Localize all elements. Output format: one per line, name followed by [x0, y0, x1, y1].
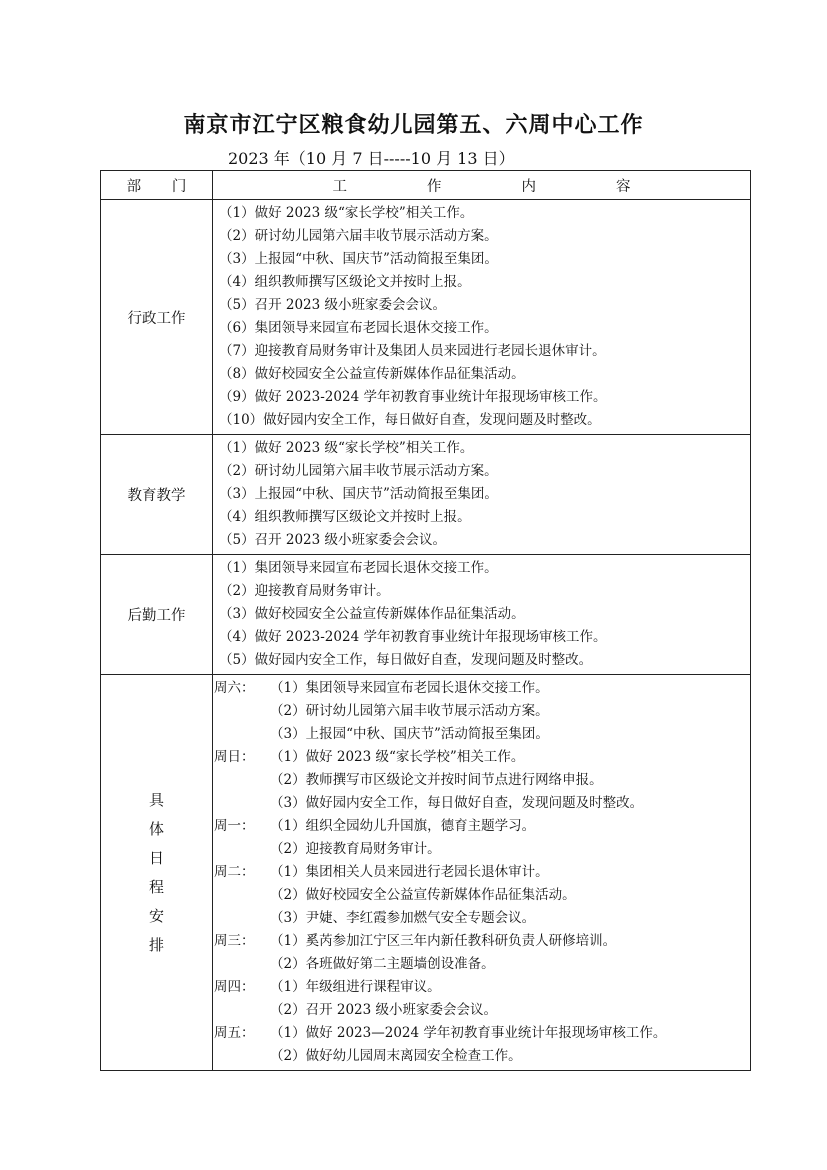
work-item: （5）召开 2023 级小班家委会会议。: [219, 297, 447, 313]
content-cell: [213, 555, 751, 675]
schedule-item: [214, 884, 750, 907]
page-title: 南京市江宁区粮食幼儿园第五、六周中心工作: [183, 112, 644, 138]
day-label-spacer: [214, 1045, 270, 1068]
day-label: 周三：: [214, 933, 255, 949]
work-item: （6）集团领导来园宣布老园长退休交接工作。: [219, 320, 498, 336]
work-item: （4）做好 2023-2024 学年初教育事业统计年报现场审核工作。: [219, 629, 607, 645]
schedule-item-text: （2）研讨幼儿园第六届丰收节展示活动方案。: [270, 703, 549, 719]
schedule-item-text: （1）做好 2023 级“家长学校”相关工作。: [270, 749, 525, 765]
schedule-dept-char: 日: [148, 848, 164, 867]
schedule-item: [214, 953, 750, 976]
schedule-item-text: （2）召开 2023 级小班家委会会议。: [270, 1002, 498, 1018]
section-row: [101, 555, 751, 675]
dept-cell: 教育教学: [101, 435, 213, 555]
dept-cell: 行政工作: [101, 200, 213, 435]
schedule-item-text: （2）迎接教育局财务审计。: [270, 841, 441, 857]
schedule-item-text: （1）做好 2023—2024 学年初教育事业统计年报现场审核工作。: [270, 1025, 667, 1041]
schedule-item-text: （3）上报园“中秋、国庆节”活动简报至集团。: [270, 726, 549, 742]
schedule-item: [214, 677, 750, 700]
schedule-item-text: （2）教师撰写市区级论文并按时间节点进行网络申报。: [270, 772, 603, 788]
dept-cell: 后勤工作: [101, 555, 213, 675]
day-label-spacer: [214, 792, 270, 815]
schedule-item: [214, 976, 750, 999]
schedule-item: [214, 723, 750, 746]
work-item: （2）研讨幼儿园第六届丰收节展示活动方案。: [219, 463, 498, 479]
day-label: 周二：: [214, 864, 255, 880]
schedule-dept-char: 程: [148, 877, 164, 896]
schedule-item: [214, 769, 750, 792]
day-label-spacer: [214, 884, 270, 907]
schedule-item-text: （2）各班做好第二主题墙创设准备。: [270, 956, 495, 972]
schedule-item: [214, 1022, 750, 1045]
work-item: （8）做好校园安全公益宣传新媒体作品征集活动。: [219, 366, 525, 382]
work-item: （5）召开 2023 级小班家委会会议。: [219, 532, 447, 548]
day-label-spacer: [214, 999, 270, 1022]
schedule-dept-char: 体: [148, 819, 164, 838]
work-item: （2）迎接教育局财务审计。: [219, 583, 390, 599]
schedule-item: [214, 930, 750, 953]
schedule-row: [101, 675, 751, 1071]
day-label: 周日：: [214, 749, 255, 765]
work-item: （3）做好校园安全公益宣传新媒体作品征集活动。: [219, 606, 525, 622]
schedule-item-text: （1）年级组进行课程审议。: [270, 979, 441, 995]
schedule-item: [214, 700, 750, 723]
work-item: （4）组织教师撰写区级论文并按时上报。: [219, 509, 471, 525]
day-label-spacer: [214, 700, 270, 723]
schedule-item-text: （1）集团相关人员来园进行老园长退休审计。: [270, 864, 549, 880]
work-item: （9）做好 2023-2024 学年初教育事业统计年报现场审核工作。: [219, 389, 607, 405]
work-item: （3）上报园“中秋、国庆节”活动简报至集团。: [219, 251, 498, 267]
work-item: （2）研讨幼儿园第六届丰收节展示活动方案。: [219, 228, 498, 244]
schedule-item: [214, 792, 750, 815]
day-label-spacer: [214, 838, 270, 861]
schedule-item: [214, 1045, 750, 1068]
day-label: 周四：: [214, 979, 255, 995]
schedule-item-text: （2）做好幼儿园周末离园安全检查工作。: [270, 1048, 522, 1064]
day-label-spacer: [214, 723, 270, 746]
date-range: 2023 年（10 月 7 日-----10 月 13 日）: [228, 149, 515, 168]
schedule-item: [214, 838, 750, 861]
schedule-item: [214, 999, 750, 1022]
header-dept: [101, 171, 213, 200]
schedule-item: [214, 746, 750, 769]
day-label: 周一：: [214, 818, 255, 834]
section-row: [101, 200, 751, 435]
schedule-item-text: （3）做好园内安全工作，每日做好自查，发现问题及时整改。: [270, 795, 644, 811]
schedule-dept-cell: [101, 675, 213, 1071]
table-header-row: [101, 171, 751, 200]
work-item: （1）做好 2023 级“家长学校”相关工作。: [219, 440, 474, 456]
section-row: [101, 435, 751, 555]
day-label: 周六：: [214, 680, 255, 696]
schedule-item-text: （3）尹婕、李红霞参加燃气安全专题会议。: [270, 910, 536, 926]
day-label: 周五：: [214, 1025, 255, 1041]
header-content-label: 工 作 内 容: [332, 178, 669, 195]
schedule-item: [214, 861, 750, 884]
day-label-spacer: [214, 953, 270, 976]
day-label-spacer: [214, 769, 270, 792]
work-item: （5）做好园内安全工作，每日做好自查，发现问题及时整改。: [219, 652, 593, 668]
schedule-item: [214, 907, 750, 930]
schedule-dept-char: 排: [148, 935, 164, 954]
schedule-item: [214, 815, 750, 838]
schedule-item-text: （1）组织全园幼儿升国旗，德育主题学习。: [270, 818, 536, 834]
work-table: [100, 170, 751, 1071]
work-item: （1）做好 2023 级“家长学校”相关工作。: [219, 205, 474, 221]
day-label-spacer: [214, 907, 270, 930]
work-item: （10）做好园内安全工作，每日做好自查，发现问题及时整改。: [219, 412, 601, 428]
header-content: [213, 171, 751, 200]
content-cell: [213, 435, 751, 555]
work-item: （7）迎接教育局财务审计及集团人员来园进行老园长退休审计。: [219, 343, 606, 359]
work-item: （3）上报园“中秋、国庆节”活动简报至集团。: [219, 486, 498, 502]
schedule-item-text: （2）做好校园安全公益宣传新媒体作品征集活动。: [270, 887, 576, 903]
header-dept-label: 部 门: [126, 178, 200, 195]
schedule-item-text: （1）集团领导来园宣布老园长退休交接工作。: [270, 680, 549, 696]
schedule-item-text: （1）奚芮参加江宁区三年内新任教科研负责人研修培训。: [270, 933, 617, 949]
schedule-content-cell: [213, 675, 751, 1071]
work-item: （4）组织教师撰写区级论文并按时上报。: [219, 274, 471, 290]
work-item: （1）集团领导来园宣布老园长退休交接工作。: [219, 560, 498, 576]
schedule-dept-char: 安: [148, 906, 164, 925]
schedule-dept-char: 具: [148, 790, 164, 809]
content-cell: [213, 200, 751, 435]
